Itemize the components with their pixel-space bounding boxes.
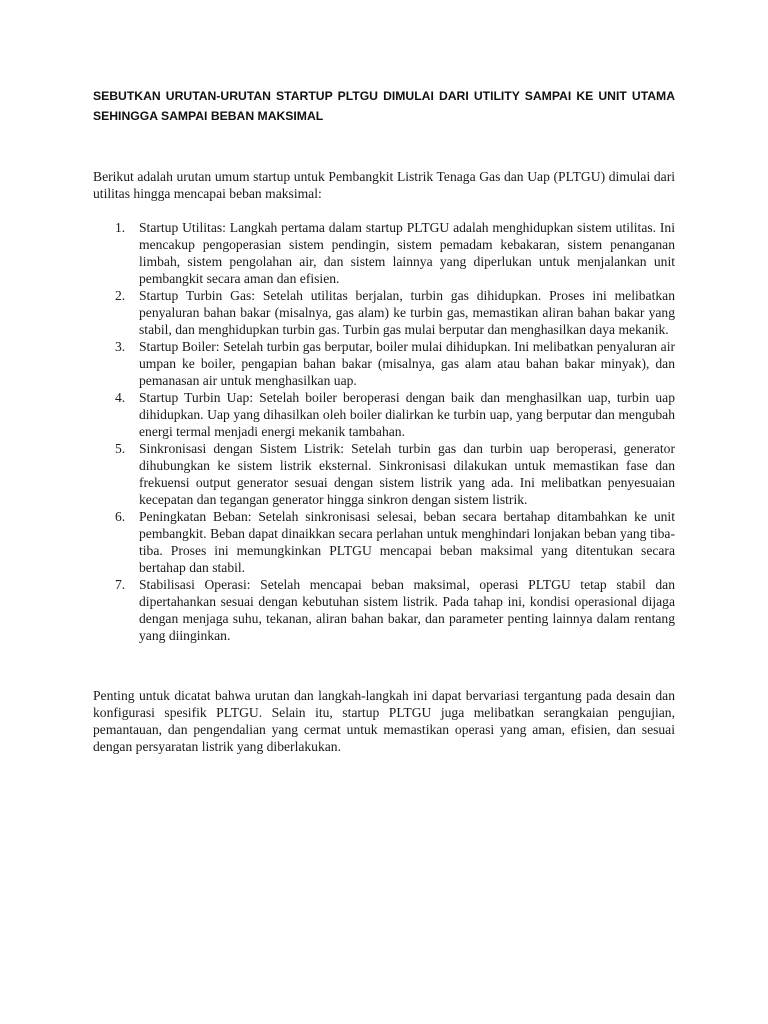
list-item-text: Stabilisasi Operasi: Setelah mencapai beban maksimal, operasi PLTGU tetap stabil dan dipertahankan sesuai dengan kebutuhan sistem listrik. Pada tahap ini, kondisi operasional dijaga dengan menjaga suhu, tekanan, aliran bahan bakar, dan parameter penting lainnya dalam rentang yang diinginkan. xyxy=(139,577,675,643)
list-item-number: 5. xyxy=(115,441,126,456)
list-item-text: Startup Turbin Uap: Setelah boiler beroperasi dengan baik dan menghasilkan uap, turbin uap dihidupkan. Uap yang dihasilkan oleh boiler dialirkan ke turbin uap, yang berputar dan mengubah energi termal menjadi energi mekanik tambahan. xyxy=(139,390,675,439)
document-title: SEBUTKAN URUTAN-URUTAN STARTUP PLTGU DIMULAI DARI UTILITY SAMPAI KE UNIT UTAMA SEHINGGA SAMPAI BEBAN MAKSIMAL xyxy=(93,89,675,123)
list-item-text: Sinkronisasi dengan Sistem Listrik: Setelah turbin gas dan turbin uap beroperasi, generator dihubungkan ke sistem listrik eksternal. Sinkronisasi dilakukan untuk memastikan fase dan frekuensi output generator sesuai dengan sistem listrik yang ada. Ini melibatkan penyesuaian kecepatan dan tegangan generator hingga sinkron dengan sistem listrik. xyxy=(139,441,675,507)
list-item xyxy=(93,440,675,508)
list-item-text: Startup Boiler: Setelah turbin gas berputar, boiler mulai dihidupkan. Ini melibatkan penyaluran air umpan ke boiler, pengapian bahan bakar (misalnya, gas alam atau bahan bakar minyak), dan pemanasan air untuk menghasilkan uap. xyxy=(139,339,675,388)
intro-paragraph: Berikut adalah urutan umum startup untuk Pembangkit Listrik Tenaga Gas dan Uap (PLTGU) dimulai dari utilitas hingga mencapai beban maksimal: xyxy=(93,169,675,201)
list-item-number: 6. xyxy=(115,509,126,524)
list-item-number: 3. xyxy=(115,339,126,354)
list-item-text: Peningkatan Beban: Setelah sinkronisasi selesai, beban secara bertahap ditambahkan ke unit pembangkit. Beban dapat dinaikkan secara perlahan untuk menghindari lonjakan beban yang tiba-tiba. Proses ini memungkinkan PLTGU mencapai beban maksimal yang ditentukan secara bertahap dan stabil. xyxy=(139,509,675,575)
list-item xyxy=(93,576,675,644)
list-item-text: Startup Utilitas: Langkah pertama dalam startup PLTGU adalah menghidupkan sistem utilitas. Ini mencakup pengoperasian sistem pendingin, sistem pemadam kebakaran, sistem penanganan limbah, sistem pengolahan air, dan sistem lainnya yang diperlukan untuk menjalankan unit pembangkit secara aman dan efisien. xyxy=(139,220,675,286)
list-item-text: Startup Turbin Gas: Setelah utilitas berjalan, turbin gas dihidupkan. Proses ini melibatkan penyaluran bahan bakar (misalnya, gas alam) ke turbin gas, memastikan aliran bahan bakar yang stabil, dan menghidupkan turbin gas. Turbin gas mulai berputar dan menghasilkan daya mekanik. xyxy=(139,288,675,337)
list-item-number: 4. xyxy=(115,390,126,405)
list-item-number: 7. xyxy=(115,577,126,592)
list-item-number: 1. xyxy=(115,220,126,235)
list-item xyxy=(93,389,675,440)
list-item xyxy=(93,287,675,338)
list-item xyxy=(93,338,675,389)
closing-paragraph: Penting untuk dicatat bahwa urutan dan langkah-langkah ini dapat bervariasi tergantung pada desain dan konfigurasi spesifik PLTGU. Selain itu, startup PLTGU juga melibatkan serangkaian pengujian, pemantauan, dan pengendalian yang cermat untuk memastikan operasi yang aman, efisien, dan sesuai dengan persyaratan listrik yang diberlakukan. xyxy=(93,688,675,754)
startup-steps-list xyxy=(93,219,675,644)
list-item xyxy=(93,508,675,576)
list-item-number: 2. xyxy=(115,288,126,303)
list-item xyxy=(93,219,675,287)
